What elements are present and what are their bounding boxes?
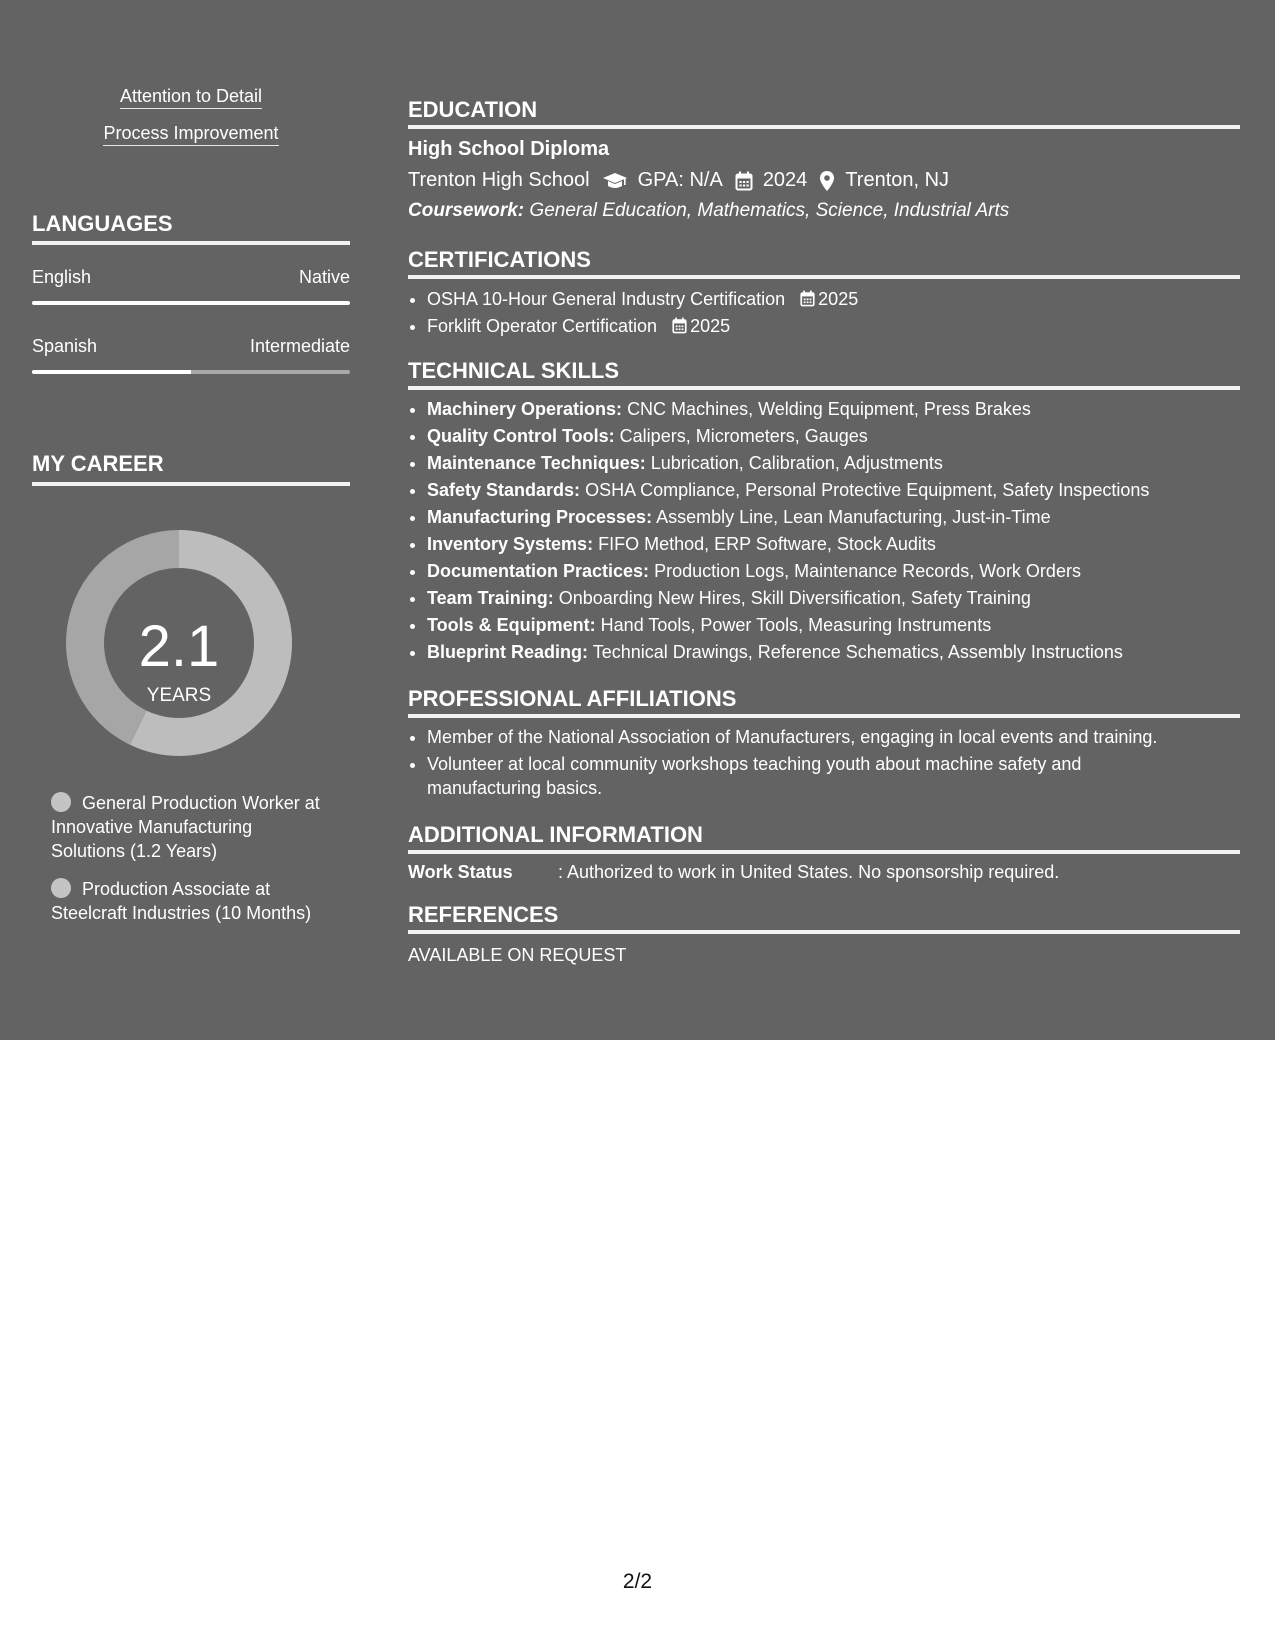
skill-item bbox=[427, 477, 1149, 504]
career-dot-icon bbox=[51, 878, 71, 898]
skill-label: Tools & Equipment: bbox=[427, 615, 596, 635]
certifications-list bbox=[408, 286, 858, 340]
career-donut-chart bbox=[66, 530, 292, 756]
languages-rule bbox=[32, 241, 350, 245]
skill-item bbox=[427, 639, 1149, 666]
work-status-value: : Authorized to work in United States. No sponsorship required. bbox=[558, 862, 1060, 882]
skill-item bbox=[427, 585, 1149, 612]
language-level: Native bbox=[298, 267, 350, 287]
career-list bbox=[51, 791, 321, 925]
skill-label: Manufacturing Processes: bbox=[427, 507, 653, 527]
skill-item bbox=[427, 450, 1149, 477]
career-item bbox=[51, 791, 321, 863]
references-heading: REFERENCES bbox=[408, 902, 559, 927]
skill-value: CNC Machines, Welding Equipment, Press Brakes bbox=[627, 399, 1031, 419]
affiliation-item: • Member of the National Association of Manufacturers, engaging in local events and training. bbox=[427, 725, 1227, 749]
language-bar-fill bbox=[32, 370, 191, 374]
technical-skills-heading: TECHNICAL SKILLS bbox=[408, 358, 620, 383]
calendar-icon bbox=[672, 317, 687, 334]
skill-label: Team Training: bbox=[427, 588, 554, 608]
skill-item bbox=[427, 612, 1149, 639]
affiliations-heading: PROFESSIONAL AFFILIATIONS bbox=[408, 686, 737, 711]
work-status-row bbox=[408, 862, 1059, 883]
certification-name: Forklift Operator Certification bbox=[427, 316, 658, 336]
skill-value: OSHA Compliance, Personal Protective Equipment, Safety Inspections bbox=[585, 480, 1150, 500]
page-number: 2/2 bbox=[622, 1570, 653, 1593]
affiliation-item: • Volunteer at local community workshops teaching youth about machine safety and manufacturing basics. bbox=[427, 752, 1117, 800]
skill-value: Onboarding New Hires, Skill Diversification, Safety Training bbox=[558, 588, 1031, 608]
graduation-year: 2024 bbox=[762, 169, 808, 191]
language-english bbox=[32, 267, 350, 305]
languages-heading: LANGUAGES bbox=[32, 211, 173, 236]
skill-value: Lubrication, Calibration, Adjustments bbox=[650, 453, 943, 473]
skill-item bbox=[427, 423, 1149, 450]
work-status-label: Work Status bbox=[408, 862, 513, 882]
calendar-icon bbox=[735, 171, 753, 191]
career-item-text: Production Associate at Steelcraft Industries (10 Months) bbox=[51, 879, 312, 923]
education-meta bbox=[408, 169, 949, 192]
education-rule bbox=[408, 125, 1240, 129]
skill-value: Production Logs, Maintenance Records, Work Orders bbox=[654, 561, 1081, 581]
graduation-cap-icon bbox=[602, 171, 628, 191]
references-text: AVAILABLE ON REQUEST bbox=[408, 945, 627, 965]
affiliations-rule bbox=[408, 714, 1240, 718]
skill-item bbox=[427, 504, 1149, 531]
technical-skills-rule bbox=[408, 386, 1240, 390]
certification-item bbox=[427, 286, 858, 313]
certifications-rule bbox=[408, 275, 1240, 279]
skill-value: FIFO Method, ERP Software, Stock Audits bbox=[598, 534, 936, 554]
skill-pill: Attention to Detail bbox=[120, 86, 262, 109]
skill-label: Maintenance Techniques: bbox=[427, 453, 646, 473]
skill-pill: Process Improvement bbox=[103, 123, 278, 146]
skills-list bbox=[32, 86, 350, 144]
calendar-icon bbox=[800, 290, 815, 307]
skill-item bbox=[427, 558, 1149, 585]
career-heading: MY CAREER bbox=[32, 451, 164, 476]
certification-year: 2025 bbox=[818, 289, 859, 309]
language-name: English bbox=[32, 267, 92, 287]
language-level: Intermediate bbox=[249, 336, 350, 356]
skill-item bbox=[427, 396, 1149, 423]
school-location: Trenton, NJ bbox=[845, 169, 950, 191]
gpa: GPA: N/A bbox=[637, 169, 723, 191]
certifications-heading: CERTIFICATIONS bbox=[408, 247, 591, 272]
skill-label: Inventory Systems: bbox=[427, 534, 594, 554]
language-bar bbox=[32, 370, 350, 374]
technical-skills-list bbox=[408, 396, 1149, 666]
language-spanish bbox=[32, 336, 350, 374]
skill-value: Hand Tools, Power Tools, Measuring Instruments bbox=[600, 615, 992, 635]
years-label: YEARS bbox=[146, 685, 212, 706]
skill-item bbox=[427, 531, 1149, 558]
skill-label: Blueprint Reading: bbox=[427, 642, 588, 662]
skill-label: Machinery Operations: bbox=[427, 399, 623, 419]
coursework bbox=[408, 200, 1009, 222]
coursework-text: General Education, Mathematics, Science, Industrial Arts bbox=[529, 200, 1010, 221]
skill-label: Safety Standards: bbox=[427, 480, 581, 500]
language-bar bbox=[32, 301, 350, 305]
certification-year: 2025 bbox=[690, 316, 731, 336]
affiliations-list bbox=[408, 725, 1227, 800]
career-rule bbox=[32, 482, 350, 486]
skill-value: Assembly Line, Lean Manufacturing, Just-in-Time bbox=[656, 507, 1051, 527]
certification-name: OSHA 10-Hour General Industry Certification bbox=[427, 289, 786, 309]
years-value: 2.1 bbox=[138, 614, 220, 679]
skill-label: Documentation Practices: bbox=[427, 561, 650, 581]
certification-item bbox=[427, 313, 858, 340]
references-rule bbox=[408, 930, 1240, 934]
skill-value: Calipers, Micrometers, Gauges bbox=[619, 426, 868, 446]
degree-title: High School Diploma bbox=[408, 138, 610, 160]
career-item-text: General Production Worker at Innovative Manufacturing Solutions (1.2 Years) bbox=[51, 793, 320, 861]
skill-label: Quality Control Tools: bbox=[427, 426, 615, 446]
additional-info-rule bbox=[408, 850, 1240, 854]
language-name: Spanish bbox=[32, 336, 98, 356]
education-heading: EDUCATION bbox=[408, 97, 538, 122]
language-bar-fill bbox=[32, 301, 350, 305]
school-name: Trenton High School bbox=[408, 169, 590, 191]
career-dot-icon bbox=[51, 792, 71, 812]
skill-value: Technical Drawings, Reference Schematics, Assembly Instructions bbox=[592, 642, 1123, 662]
map-pin-icon bbox=[819, 170, 835, 192]
coursework-label: Coursework: bbox=[408, 200, 525, 221]
career-item bbox=[51, 877, 321, 925]
additional-info-heading: ADDITIONAL INFORMATION bbox=[408, 822, 703, 847]
